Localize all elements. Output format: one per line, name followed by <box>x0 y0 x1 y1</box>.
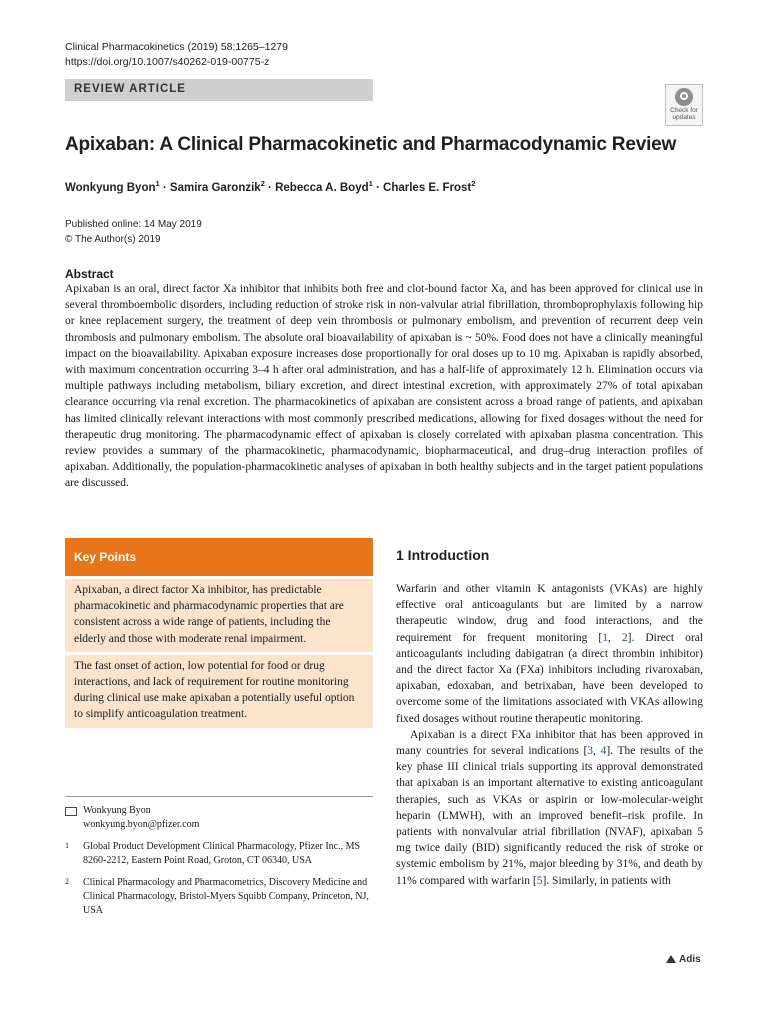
affiliation-number: 2 <box>65 877 69 886</box>
journal-citation <box>65 40 288 70</box>
article-title: Apixaban: A Clinical Pharmacokinetic and Pharmacodynamic Review <box>65 134 677 155</box>
article-type-label: REVIEW ARTICLE <box>74 83 186 95</box>
abstract-text: Apixaban is an oral, direct factor Xa inhibitor that inhibits both free and clot-bound factor Xa, and has been approved for clinical use in several thromboembolic disorders, including reduction of stroke risk in non-valvular atrial fibrillation, thromboprophylaxis following hip or knee replacement surgery, the treatment of deep vein thrombosis or pulmonary embolism, and prevention of recurrent deep vein thrombosis and pulmonary embolism. The absolute oral bioavailability of apixaban is ~ 50%. Food does not have a clinically meaningful impact on the bioavailability. Apixaban exposure increases dose proportionally for oral doses up to 10 mg. Apixaban is rapidly absorbed, with maximum concentration occurring 3–4 h after oral administration, and has a half-life of approximately 12 h. Elimination occurs via multiple pathways including metabolism, biliary excretion, and direct intestinal excretion, with approximately 27% of total apixaban clearance occurring via renal excretion. The pharmacokinetics of apixaban are consistent across a broad range of patients, and apixaban has limited clinically relevant interactions with most commonly prescribed medications, allowing for fixed dosages without the need for therapeutic drug monitoring. The pharmacodynamic effect of apixaban is closely correlated with apixaban plasma concentration. This review provides a summary of the pharmacokinetic, pharmacodynamic, biopharmaceutical, and drug–drug interaction profiles of apixaban. Additionally, the population-pharmacokinetic analyses of apixaban in both healthy subjects and in the target patient populations are discussed. <box>65 283 703 490</box>
check-badge-line-2: updates <box>672 114 696 121</box>
text-run: ]. The results of the key phase III clinical trials supporting its approval demonstrated that apixaban is an important alternative to existing anticoagulant therapies, such as VKAs or aspirin or low-molecular-weight heparin (LMWH), with an improved benefit–risk profile. In patients with nonvalvular atrial fibrillation (NVAF), apixaban 5 mg twice daily (BID) significantly reduced the risk of stroke or systemic embolism by 21%, major bleeding by 31%, and death by 11% compared with warfarin [ <box>396 745 704 887</box>
text-run: ]. Direct oral anticoagulants including dabigatran (a direct thrombin inhibitor) and the direct factor Xa (FXa) inhibitors including rivaroxaban, apixaban, edoxaban, and betrixaban, have been developed to overcome some of the limitations associated with VKAs allowing fixed dosages without routine therapeutic monitoring. <box>396 631 703 725</box>
author-name[interactable]: Charles E. Frost <box>383 181 472 194</box>
citation-link[interactable]: 4 <box>600 745 607 758</box>
check-badge-line-1: Check for <box>670 107 698 114</box>
citation-link[interactable]: 5 <box>536 874 543 887</box>
key-points-box <box>65 538 373 728</box>
doi-link[interactable]: https://doi.org/10.1007/s40262-019-00775-z <box>65 56 270 68</box>
citation-link[interactable]: 2 <box>621 631 628 644</box>
article-type-bar <box>65 79 373 101</box>
adis-triangle-icon <box>666 955 676 963</box>
author-name[interactable]: Rebecca A. Boyd <box>275 181 369 194</box>
footnotes <box>65 804 373 926</box>
section-heading-introduction: 1 Introduction <box>396 547 490 563</box>
introduction-body <box>396 581 703 889</box>
publisher-logo <box>666 954 701 965</box>
author-affiliation-mark: 2 <box>471 179 476 188</box>
publication-info <box>65 218 202 247</box>
text-run: Apixaban is a direct FXa inhibitor that has been approved in many countries for several indications [ <box>396 728 703 758</box>
author-separator: · <box>159 181 170 194</box>
affiliation-number: 1 <box>65 841 69 850</box>
author-separator: · <box>372 181 384 194</box>
affiliation-note <box>65 840 373 868</box>
check-updates-icon <box>675 88 693 106</box>
published-date: Published online: 14 May 2019 <box>65 219 202 230</box>
author-affiliation-mark: 1 <box>155 179 160 188</box>
citation-link[interactable]: 3 <box>587 745 594 758</box>
publisher-name: Adis <box>679 954 701 965</box>
paragraph <box>396 727 703 889</box>
author-separator: · <box>264 181 276 194</box>
abstract-heading: Abstract <box>65 267 114 281</box>
author-affiliation-mark: 2 <box>260 179 265 188</box>
author-name[interactable]: Wonkyung Byon <box>65 181 156 194</box>
correspondence-note <box>65 804 373 832</box>
footnote-divider <box>65 796 373 797</box>
affiliation-note <box>65 876 373 918</box>
affiliation-text: Global Product Development Clinical Pharmacology, Pfizer Inc., MS 8260-2212, Eastern Point Road, Groton, CT 06340, USA <box>83 841 361 866</box>
text-run: , <box>593 745 601 758</box>
key-points-heading: Key Points <box>65 538 373 576</box>
author-affiliation-mark: 1 <box>368 179 373 188</box>
check-for-updates-badge[interactable] <box>665 84 703 126</box>
citation-link[interactable]: 1 <box>602 631 609 644</box>
affiliation-text: Clinical Pharmacology and Pharmacometrics, Discovery Medicine and Clinical Pharmacology, Bristol-Myers Squibb Company, Princeton, NJ, USA <box>83 877 369 916</box>
author-name[interactable]: Samira Garonzik <box>169 181 261 194</box>
copyright: © The Author(s) 2019 <box>65 233 161 245</box>
text-run: , <box>608 631 622 644</box>
text-run: Warfarin and other vitamin K antagonists (VKAs) are highly effective oral anticoagulants but are limited by a narrow therapeutic window, drug and food interactions, and the requirement for frequent monitoring [ <box>396 583 703 644</box>
author-list <box>65 179 475 194</box>
correspondence-email[interactable]: wonkyung.byon@pfizer.com <box>83 819 200 830</box>
key-point-item: Apixaban, a direct factor Xa inhibitor, has predictable pharmacokinetic and pharmacodynamic properties that are consistent across a wide range of patients, including the elderly and those with moderate renal impairment. <box>65 579 373 652</box>
envelope-icon <box>65 807 77 816</box>
correspondence-name: Wonkyung Byon <box>83 805 151 816</box>
key-point-item: The fast onset of action, low potential for food or drug interactions, and lack of requirement for routine monitoring during clinical use make apixaban a potentially useful option to simplify anticoagulation treatment. <box>65 655 373 728</box>
journal-line: Clinical Pharmacokinetics (2019) 58:1265–1279 <box>65 41 288 53</box>
text-run: ]. Similarly, in patients with <box>542 874 671 887</box>
paragraph <box>396 581 703 727</box>
